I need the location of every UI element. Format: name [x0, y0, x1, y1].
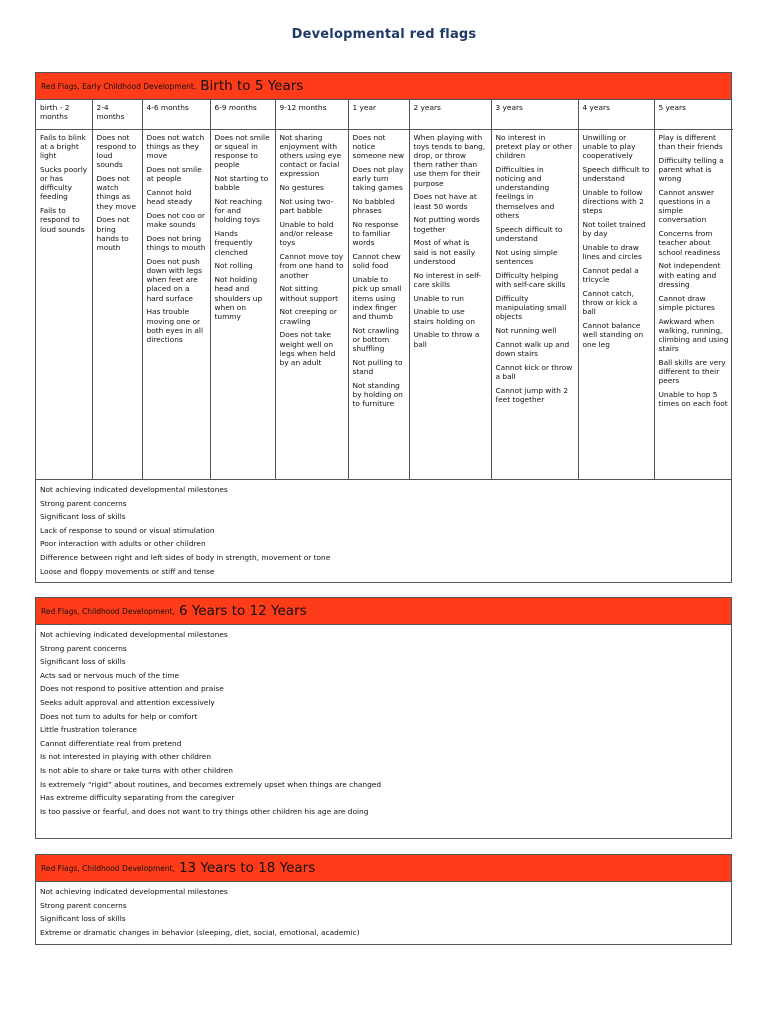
red-flag-item: Cannot hold head steady — [146, 187, 193, 206]
general-flag-item: Not achieving indicated developmental milestones — [40, 630, 228, 639]
general-flag-item: Acts sad or nervous much of the time — [40, 670, 180, 680]
general-flag-item: Little frustration tolerance — [40, 725, 137, 735]
age-header: 9-12 months — [275, 100, 348, 129]
red-flag-item: Cannot answer questions in a simple conversation — [658, 187, 715, 225]
general-flag-item: Does not respond to positive attention and praise — [40, 684, 224, 694]
red-flag-item: Difficulty telling a parent what is wrong — [658, 155, 724, 183]
red-flag-item: When playing with toys tends to bang, drop, or throw them rather than use them for their purpose — [413, 132, 486, 188]
age-column — [210, 129, 275, 479]
section-13-to-18 — [35, 854, 732, 945]
section-prefix: Red Flags, Early Childhood Development, — [41, 81, 197, 91]
red-flag-item: Difficulties in noticing and understanding feelings in themselves and others — [495, 164, 555, 220]
red-flag-item: Does not take weight well on legs when held by an adult — [279, 330, 336, 367]
section-birth-to-5 — [35, 72, 732, 583]
red-flag-item: Cannot pedal a tricycle — [582, 265, 639, 285]
general-flag-item: Lack of response to sound or visual stimulation — [40, 525, 215, 535]
red-flag-item: No interest in self-care skills — [413, 270, 482, 289]
red-flag-item: Unable to pick up small items using index finger and thumb — [352, 275, 402, 321]
red-flag-item: Not running well — [495, 325, 557, 335]
age-header: 4-6 months — [142, 100, 210, 129]
red-flag-item: Difficulty helping with self-care skills — [495, 270, 566, 289]
age-column — [275, 129, 348, 479]
age-header-row — [36, 100, 733, 129]
red-flag-item: Sucks poorly or has difficulty feeding — [40, 164, 88, 202]
red-flag-item: Not rolling — [214, 261, 253, 271]
general-flag-item: Extreme or dramatic changes in behavior (sleeping, diet, social, emotional, academic) — [40, 927, 360, 937]
red-flag-item: Not holding head and shoulders up when on tummy — [214, 275, 263, 321]
general-flag-item: Not achieving indicated developmental milestones — [40, 485, 228, 494]
general-flag-item: Is not able to share or take turns with other children — [40, 765, 233, 775]
red-flag-item: Does not respond to loud sounds — [96, 132, 137, 170]
red-flag-item: Unable to run — [413, 293, 464, 303]
page-title: Developmental red flags — [291, 27, 477, 42]
red-flag-item: Cannot chew solid food — [352, 252, 401, 271]
red-flag-item: No babbled phrases — [352, 196, 395, 216]
general-flag-item: Strong parent concerns — [40, 900, 127, 910]
red-flag-item: Not using two-part babble — [279, 196, 334, 216]
red-flag-item: Cannot balance well standing on one leg — [582, 321, 644, 349]
section-header — [36, 598, 731, 625]
section-title: 6 Years to 12 Years — [178, 603, 307, 619]
age-column — [409, 129, 491, 479]
section-title: Birth to 5 Years — [200, 78, 304, 94]
section-prefix: Red Flags, Childhood Development, — [41, 863, 175, 873]
age-column — [491, 129, 578, 479]
general-flag-item: Seeks adult approval and attention excessively — [40, 697, 215, 707]
age-column — [348, 129, 409, 479]
red-flag-item: Does not watch things as they move — [96, 173, 136, 211]
general-flag-item: Significant loss of skills — [40, 914, 126, 924]
red-flag-item: Fails to blink at a bright light — [40, 132, 86, 160]
red-flag-item: No gestures — [279, 183, 324, 193]
red-flag-item: Not using simple sentences — [495, 247, 558, 266]
general-flag-item: Does not turn to adults for help or comfort — [40, 711, 198, 721]
age-column — [142, 129, 210, 479]
general-flag-item: Poor interaction with adults or other children — [40, 539, 206, 549]
red-flag-item: Not starting to babble — [214, 173, 269, 193]
section-header — [36, 855, 731, 882]
age-header: 4 years — [578, 100, 654, 129]
red-flag-item: Unable to throw a ball — [413, 330, 480, 349]
age-header: birth - 2 months — [36, 100, 92, 129]
red-flag-item: Does not bring hands to mouth — [96, 215, 130, 252]
red-flag-item: Does not have at least 50 words — [413, 192, 477, 211]
general-flag-item: Is extremely “rigid” about routines, and becomes extremely upset when things are changed — [40, 779, 382, 789]
red-flag-item: Unwilling or unable to play cooperatively — [582, 132, 636, 160]
red-flag-item: Does not bring things to mouth — [146, 233, 206, 252]
red-flag-item: Cannot catch, throw or kick a ball — [582, 288, 638, 317]
red-flag-item: Not reaching for and holding toys — [214, 196, 262, 225]
red-flag-item: Unable to draw lines and circles — [582, 242, 642, 262]
red-flag-item: Cannot jump with 2 feet together — [495, 385, 569, 404]
general-flag-item: Difference between right and left sides of body in strength, movement or tone — [40, 552, 331, 562]
red-flag-item: Not crawling or bottom shuffling — [352, 325, 399, 354]
general-flag-item: Significant loss of skills — [40, 512, 126, 522]
general-flag-item: Has extreme difficulty separating from the caregiver — [40, 793, 235, 803]
section-header — [36, 73, 731, 100]
general-flags — [36, 625, 731, 820]
age-header: 2-4 months — [92, 100, 142, 129]
general-flag-item: Strong parent concerns — [40, 498, 127, 508]
red-flag-item: Not putting words together — [413, 215, 480, 234]
age-header: 1 year — [348, 100, 409, 129]
age-header: 2 years — [409, 100, 491, 129]
section-prefix: Red Flags, Childhood Development, — [41, 606, 175, 616]
age-column — [36, 129, 92, 479]
red-flag-item: Not independent with eating and dressing — [658, 261, 721, 289]
red-flag-item: Cannot move toy from one hand to another — [279, 252, 344, 280]
red-flag-item: Does not smile at people — [146, 164, 202, 183]
red-flag-item: Unable to use stairs holding on — [413, 307, 476, 326]
red-flag-item: Difficulty manipulating small objects — [495, 293, 567, 321]
red-flag-item: Does not watch things as they move — [146, 132, 205, 160]
red-flag-item: Does not smile or squeal in response to people — [214, 132, 270, 170]
red-flag-item: Unable to hop 5 times on each foot — [658, 390, 728, 409]
red-flag-item: Cannot draw simple pictures — [658, 293, 715, 312]
red-flag-item: Fails to respond to loud sounds — [40, 206, 85, 234]
age-header: 5 years — [654, 100, 733, 129]
red-flag-item: Most of what is said is not easily understood — [413, 238, 476, 266]
red-flag-item: Awkward when walking, running, climbing and using stairs — [658, 316, 729, 354]
general-flags — [36, 882, 731, 941]
age-column — [654, 129, 733, 479]
red-flag-item: Cannot kick or throw a ball — [495, 362, 573, 381]
general-flag-item: Is not interested in playing with other children — [40, 752, 212, 762]
red-flag-item: Hands frequently clenched — [214, 229, 253, 257]
red-flag-item: Not pulling to stand — [352, 357, 403, 377]
red-flag-item: Has trouble moving one or both eyes in all directions — [146, 307, 204, 344]
red-flag-item: Does not coo or make sounds — [146, 210, 205, 229]
age-header: 6-9 months — [210, 100, 275, 129]
red-flag-item: Does not push down with legs when feet are placed on a hard surface — [146, 256, 202, 303]
age-column — [578, 129, 654, 479]
age-column — [92, 129, 142, 479]
red-flag-item: No response to familiar words — [352, 219, 399, 248]
red-flag-item: Not sitting without support — [279, 284, 339, 303]
red-flags-row — [36, 129, 733, 479]
red-flag-item: Ball skills are very different to their peers — [658, 357, 726, 386]
general-flag-item: Strong parent concerns — [40, 643, 127, 653]
section-6-to-12 — [35, 597, 732, 839]
red-flag-item: Unable to hold and/or release toys — [279, 219, 334, 248]
red-flag-item: Speech difficult to understand — [495, 224, 563, 243]
red-flag-item: Not sharing enjoyment with others using eye contact or facial expression — [279, 132, 342, 179]
red-flag-item: No interest in pretext play or other children — [495, 132, 573, 160]
age-header: 3 years — [491, 100, 578, 129]
red-flag-item: Play is different than their friends — [658, 132, 723, 151]
general-flag-item: Not achieving indicated developmental milestones — [40, 887, 228, 896]
red-flag-item: Cannot walk up and down stairs — [495, 339, 570, 358]
red-flag-item: Not toilet trained by day — [582, 219, 646, 239]
milestone-table — [36, 100, 733, 479]
general-flag-item: Is too passive or fearful, and does not want to try things other children his age are doing — [40, 806, 369, 816]
red-flag-item: Concerns from teacher about school readiness — [658, 229, 721, 257]
red-flag-item: Not standing by holding on to furniture — [352, 380, 403, 409]
general-flags — [36, 479, 731, 580]
general-flag-item: Cannot differentiate real from pretend — [40, 738, 182, 748]
red-flag-item: Does not play early turn taking games — [352, 164, 404, 193]
red-flag-item: Does not notice someone new — [352, 132, 404, 160]
red-flag-item: Not creeping or crawling — [279, 307, 337, 326]
general-flag-item: Significant loss of skills — [40, 657, 126, 667]
red-flag-item: Unable to follow directions with 2 steps — [582, 187, 644, 216]
section-title: 13 Years to 18 Years — [178, 860, 316, 876]
general-flag-item: Loose and floppy movements or stiff and tense — [40, 566, 215, 576]
red-flag-item: Speech difficult to understand — [582, 164, 650, 183]
